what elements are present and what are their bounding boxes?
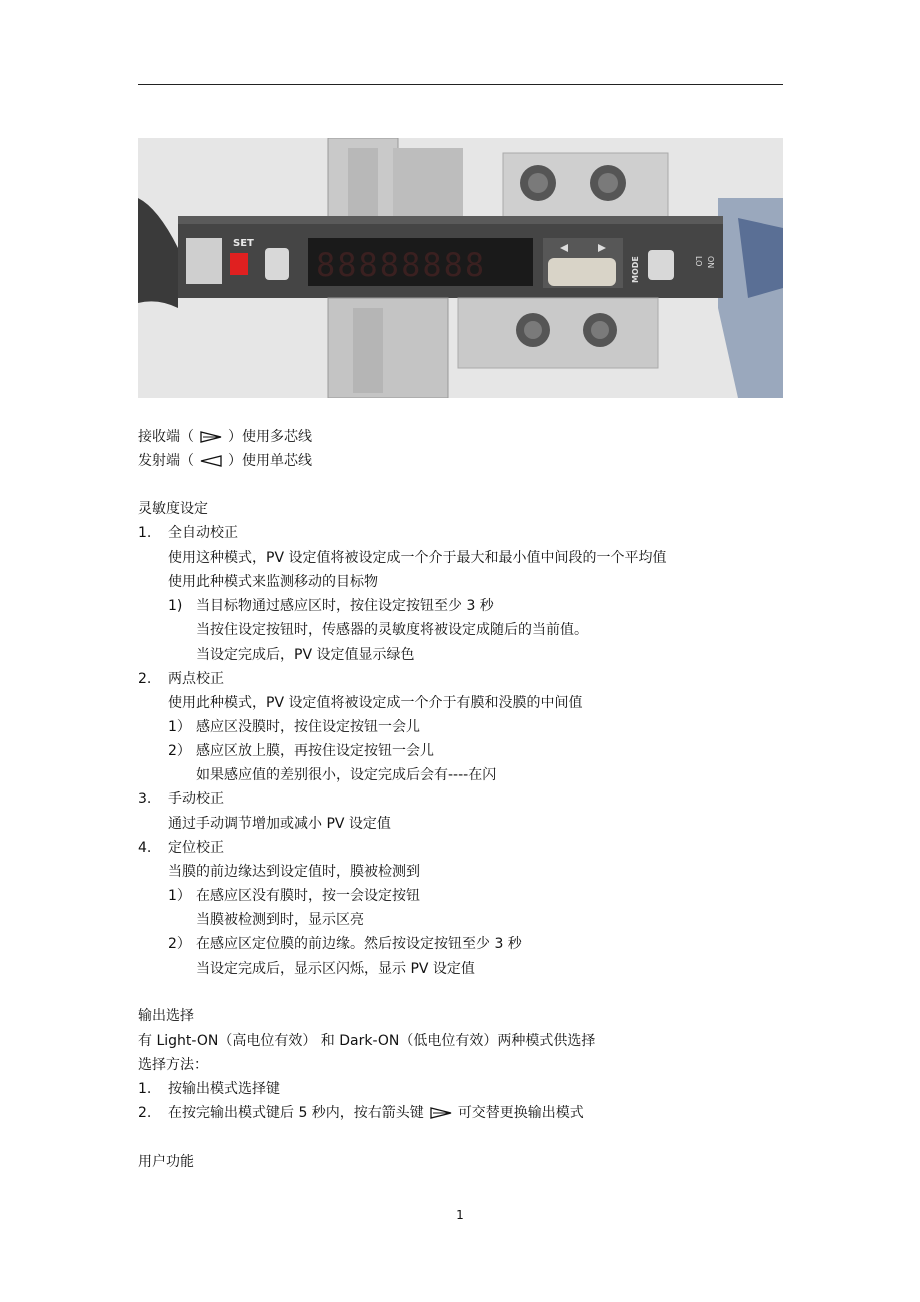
body-text: 当设定完成后，PV 设定值显示绿色 bbox=[196, 647, 415, 663]
output-item-prefix: 在按完输出模式键后 5 秒内，按右箭头键 bbox=[168, 1105, 424, 1121]
body-text: 通过手动调节增加或减小 PV 设定值 bbox=[168, 816, 391, 832]
body-text: 当设定完成后，显示区闪烁，显示 PV 设定值 bbox=[196, 961, 475, 977]
emitter-line bbox=[138, 452, 312, 470]
right-triangle-icon bbox=[200, 431, 222, 443]
body-text: 当膜被检测到时，显示区亮 bbox=[196, 912, 364, 928]
list-item-text: 按输出模式选择键 bbox=[168, 1081, 280, 1097]
sub-item-number: 1） bbox=[168, 888, 191, 904]
mode-label: MODE bbox=[631, 256, 640, 283]
receiver-suffix: ）使用多芯线 bbox=[228, 429, 312, 445]
user-heading: 用户功能 bbox=[138, 1154, 194, 1170]
list-item-title: 两点校正 bbox=[168, 671, 224, 687]
sensor-photo bbox=[138, 138, 783, 398]
right-arrow-icon bbox=[430, 1107, 452, 1119]
sub-item-number: 1) bbox=[168, 598, 183, 614]
list-item-number: 1. bbox=[138, 1081, 152, 1097]
body-text: 当按住设定按钮时，传感器的灵敏度将被设定成随后的当前值。 bbox=[196, 622, 588, 638]
list-item-title: 手动校正 bbox=[168, 791, 224, 807]
receiver-line bbox=[138, 428, 312, 446]
body-text: 使用此种模式来监测移动的目标物 bbox=[168, 574, 378, 590]
sub-item-text: 当目标物通过感应区时，按住设定按钮至少 3 秒 bbox=[196, 598, 494, 614]
output-heading: 输出选择 bbox=[138, 1008, 194, 1024]
list-item-number: 2. bbox=[138, 1105, 152, 1121]
sub-item-number: 2） bbox=[168, 936, 191, 952]
body-text: 选择方法： bbox=[138, 1057, 208, 1073]
display-digits: 88888888 bbox=[316, 246, 487, 284]
on-label: ON bbox=[706, 256, 715, 269]
emitter-prefix: 发射端（ bbox=[138, 453, 194, 469]
list-item-text bbox=[168, 1104, 584, 1122]
sub-item-text: 感应区放上膜，再按住设定按钮一会儿 bbox=[196, 743, 434, 759]
lo-label: LO bbox=[694, 256, 703, 267]
body-text: 如果感应值的差别很小，设定完成后会有----在闪 bbox=[196, 767, 497, 783]
body-text: 当膜的前边缘达到设定值时，膜被检测到 bbox=[168, 864, 420, 880]
emitter-suffix: ）使用单芯线 bbox=[228, 453, 312, 469]
header-rule bbox=[138, 84, 783, 85]
sub-item-text: 感应区没膜时，按住设定按钮一会儿 bbox=[196, 719, 420, 735]
sub-item-text: 在感应区定位膜的前边缘。然后按设定按钮至少 3 秒 bbox=[196, 936, 522, 952]
body-text: 有 Light-ON（高电位有效） 和 Dark-ON（低电位有效）两种模式供选择 bbox=[138, 1033, 596, 1049]
body-text: 使用这种模式，PV 设定值将被设定成一个介于最大和最小值中间段的一个平均值 bbox=[168, 550, 667, 566]
page-number: 1 bbox=[456, 1208, 464, 1222]
left-triangle-icon bbox=[200, 455, 222, 467]
body-text: 使用此种模式，PV 设定值将被设定成一个介于有膜和没膜的中间值 bbox=[168, 695, 583, 711]
sensitivity-heading: 灵敏度设定 bbox=[138, 501, 208, 517]
receiver-prefix: 接收端（ bbox=[138, 429, 194, 445]
list-item-number: 1. bbox=[138, 525, 152, 541]
list-item-number: 2. bbox=[138, 671, 152, 687]
output-item-suffix: 可交替更换输出模式 bbox=[457, 1105, 584, 1121]
list-item-number: 4. bbox=[138, 840, 152, 856]
sub-item-number: 2） bbox=[168, 743, 191, 759]
sub-item-text: 在感应区没有膜时，按一会设定按钮 bbox=[196, 888, 420, 904]
set-label: SET bbox=[233, 238, 254, 249]
list-item-title: 全自动校正 bbox=[168, 525, 238, 541]
list-item-number: 3. bbox=[138, 791, 152, 807]
sub-item-number: 1） bbox=[168, 719, 191, 735]
list-item-title: 定位校正 bbox=[168, 840, 224, 856]
